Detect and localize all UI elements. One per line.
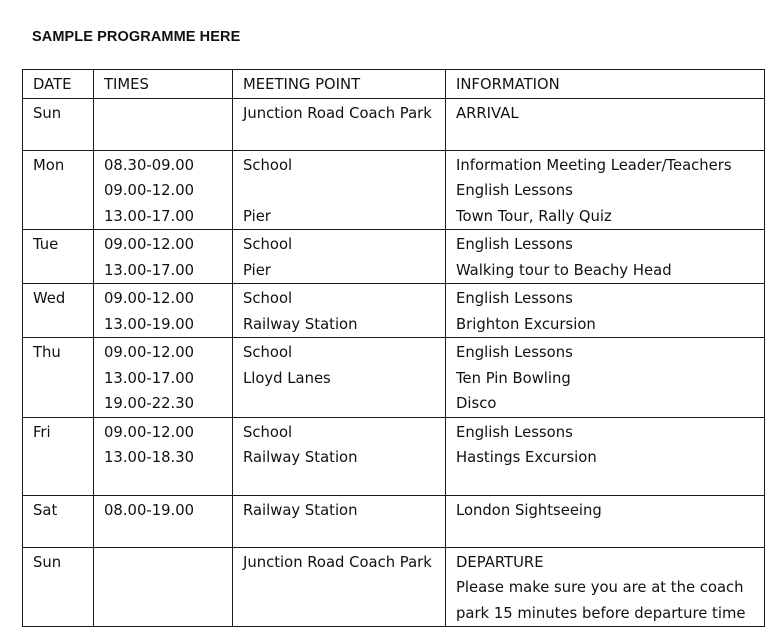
document-heading: SAMPLE PROGRAMME HERE [32, 29, 241, 45]
meeting-point-line: School [243, 423, 293, 441]
information-cell [446, 417, 765, 495]
times-line [104, 550, 232, 576]
times-line: 13.00-19.00 [104, 315, 195, 333]
times-line: 09.00-12.00 [104, 344, 195, 361]
header-label-information: INFORMATION [456, 76, 560, 93]
information-cell [446, 98, 765, 150]
information-line: Town Tour, Rally Quiz [456, 207, 612, 225]
meeting-point-line: Pier [243, 261, 271, 279]
meeting-point-line: School [243, 290, 293, 307]
table-row [23, 338, 765, 418]
meeting-point-line: School [243, 236, 293, 253]
information-line: English Lessons [456, 344, 573, 361]
meeting-point-cell [233, 230, 446, 284]
meeting-point-cell [233, 547, 446, 627]
header-cell-information [446, 70, 765, 99]
meeting-point-line: Lloyd Lanes [243, 369, 331, 387]
information-line: park 15 minutes before departure time [456, 604, 746, 622]
information-line: DEPARTURE [456, 553, 544, 571]
times-line: 13.00-17.00 [104, 369, 195, 387]
table-row [23, 547, 765, 627]
day-label: Sat [33, 501, 58, 519]
information-line: Hastings Excursion [456, 449, 597, 466]
meeting-point-line [243, 178, 445, 204]
times-line: 13.00-18.30 [104, 449, 195, 466]
meeting-point-cell [233, 284, 446, 338]
information-line: London Sightseeing [456, 501, 602, 519]
information-line: Please make sure you are at the coach [456, 579, 744, 596]
header-cell-date [23, 70, 94, 99]
meeting-point-cell [233, 417, 446, 495]
table-row [23, 98, 765, 150]
meeting-point-cell [233, 150, 446, 230]
times-cell [94, 417, 233, 495]
date-cell [23, 547, 94, 627]
header-label-meeting-point: MEETING POINT [243, 76, 361, 93]
information-cell [446, 338, 765, 418]
information-cell [446, 150, 765, 230]
times-line: 09.00-12.00 [104, 290, 195, 307]
times-line: 08.00-19.00 [104, 501, 195, 519]
meeting-point-line: Junction Road Coach Park [243, 553, 432, 571]
times-cell [94, 230, 233, 284]
date-cell [23, 338, 94, 418]
meeting-point-line: Railway Station [243, 501, 358, 519]
times-line: 19.00-22.30 [104, 395, 195, 412]
times-line: 13.00-17.00 [104, 207, 195, 225]
times-line: 13.00-17.00 [104, 261, 195, 279]
date-cell [23, 417, 94, 495]
times-line: 09.00-12.00 [104, 182, 195, 199]
meeting-point-cell [233, 495, 446, 547]
table-header-row [23, 70, 765, 99]
meeting-point-line: Junction Road Coach Park [243, 104, 432, 122]
times-cell [94, 495, 233, 547]
table-row [23, 150, 765, 230]
header-cell-times [94, 70, 233, 99]
header-label-date: DATE [33, 76, 72, 93]
meeting-point-line: Railway Station [243, 315, 358, 333]
meeting-point-line [243, 391, 445, 417]
date-cell [23, 98, 94, 150]
times-cell [94, 547, 233, 627]
table-row [23, 417, 765, 495]
day-label: Fri [33, 423, 51, 441]
meeting-point-cell [233, 338, 446, 418]
information-line: English Lessons [456, 182, 573, 199]
times-cell [94, 284, 233, 338]
day-label: Thu [33, 344, 61, 361]
day-label: Tue [33, 236, 59, 253]
times-line: 09.00-12.00 [104, 236, 195, 253]
information-line: English Lessons [456, 236, 573, 253]
information-cell [446, 547, 765, 627]
times-line: 09.00-12.00 [104, 423, 195, 441]
date-cell [23, 495, 94, 547]
table-row [23, 495, 765, 547]
meeting-point-line: School [243, 156, 293, 174]
information-cell [446, 230, 765, 284]
information-line: Information Meeting Leader/Teachers [456, 156, 732, 174]
times-cell [94, 98, 233, 150]
date-cell [23, 150, 94, 230]
day-label: Wed [33, 290, 66, 307]
day-label: Sun [33, 104, 62, 122]
times-line: 08.30-09.00 [104, 156, 195, 174]
header-label-times: TIMES [104, 76, 149, 93]
table-row [23, 284, 765, 338]
information-line: English Lessons [456, 290, 573, 307]
day-label: Sun [33, 553, 62, 571]
information-line: Ten Pin Bowling [456, 369, 571, 387]
information-cell [446, 495, 765, 547]
information-cell [446, 284, 765, 338]
day-label: Mon [33, 156, 65, 174]
meeting-point-cell [233, 98, 446, 150]
information-line: Walking tour to Beachy Head [456, 261, 672, 279]
times-cell [94, 150, 233, 230]
date-cell [23, 284, 94, 338]
information-line: ARRIVAL [456, 104, 519, 122]
information-line: Disco [456, 395, 497, 412]
date-cell [23, 230, 94, 284]
table-row [23, 230, 765, 284]
times-cell [94, 338, 233, 418]
times-line [104, 101, 232, 127]
information-line: English Lessons [456, 423, 573, 441]
programme-table [22, 69, 765, 627]
information-line: Brighton Excursion [456, 315, 596, 333]
meeting-point-line: Pier [243, 207, 271, 225]
header-cell-meeting-point [233, 70, 446, 99]
meeting-point-line: School [243, 344, 293, 361]
meeting-point-line: Railway Station [243, 449, 358, 466]
